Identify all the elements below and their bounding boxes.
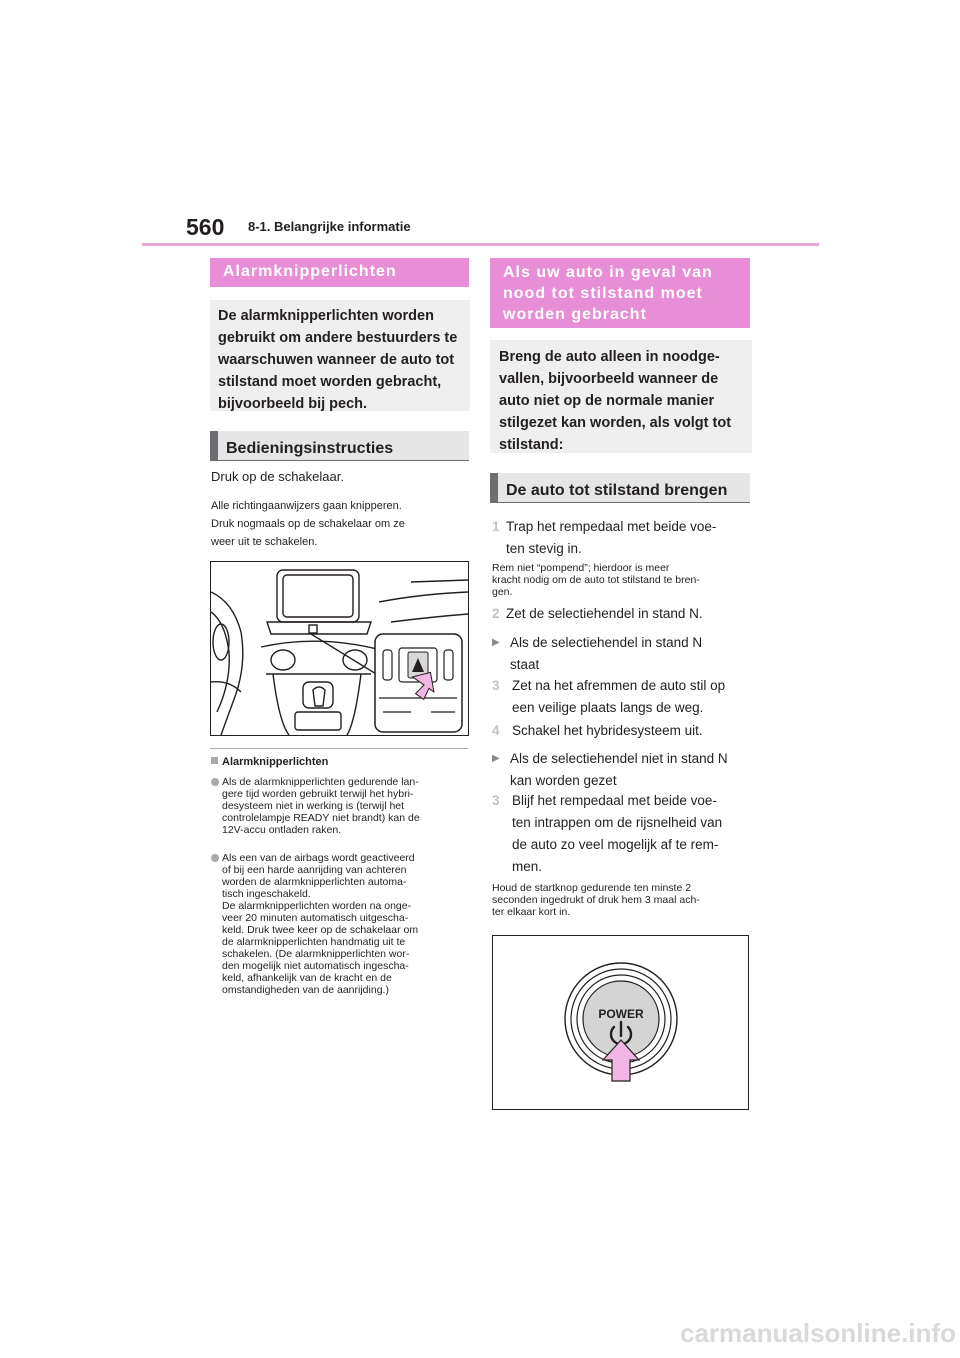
step-line: men. (512, 859, 543, 874)
bullet-line: Als de alarmknipperlichten gedurende lan- (222, 776, 419, 788)
notes-heading-text: Alarmknipperlichten (222, 756, 329, 768)
subheading-text: Bedieningsinstructies (226, 440, 394, 457)
section-title-noodstop (490, 258, 750, 328)
watermark: carmanualsonline.info (680, 1318, 956, 1348)
step-number: 4 (492, 723, 500, 738)
bullet-line: den mogelijk niet automatisch ingescha- (222, 960, 409, 972)
bullet-line: tisch ingeschakeld. (222, 888, 311, 900)
condition-2 (492, 748, 752, 792)
section-title-line: Als uw auto in geval van (503, 264, 713, 281)
bullet-line: worden de alarmknipperlichten automa- (222, 876, 407, 888)
condition-line: Als de selectiehendel niet in stand N (510, 751, 728, 766)
bullet-line: controlelampje READY niet brandt) kan de (222, 812, 420, 824)
note-line: Alle richtingaanwijzers gaan knipperen. (211, 500, 402, 512)
bullet-line: omstandigheden van de aanrijding.) (222, 984, 389, 996)
instruction-text: Druk op de schakelaar. (211, 469, 344, 484)
condition-1 (492, 632, 752, 676)
dashboard-illustration (210, 561, 469, 736)
triangle-bullet-icon: ▶ (492, 637, 500, 648)
header-rule (142, 243, 819, 246)
step-line: Blijf het rempedaal met beide voe- (512, 793, 717, 808)
note-bullet (211, 776, 467, 836)
step-3a (492, 675, 752, 719)
dashboard-drawing (211, 562, 468, 735)
instruction-notes (211, 497, 405, 551)
page-number: 560 (186, 214, 225, 240)
step-line: een veilige plaats langs de weg. (512, 700, 704, 715)
note-bullet (211, 852, 467, 996)
intro-box-left (210, 300, 470, 411)
square-bullet-icon (211, 757, 218, 764)
condition-line: kan worden gezet (510, 773, 617, 788)
step-number: 2 (492, 606, 500, 621)
step-line: ten intrappen om de rijsnelheid van (512, 815, 723, 830)
step-line: Zet na het afremmen de auto stil op (512, 678, 726, 693)
notes-divider (210, 748, 468, 749)
note-line: Rem niet “pompend”; hierdoor is meer (492, 562, 670, 574)
step-line: Trap het rempedaal met beide voe- (506, 519, 717, 534)
intro-box-right (490, 340, 752, 453)
step-2 (492, 603, 752, 625)
bullet-dot-icon (211, 854, 219, 862)
note-line: kracht nodig om de auto tot stilstand te bren- (492, 574, 700, 586)
step-line: ten stevig in. (506, 541, 582, 556)
chapter-title: 8-1. Belangrijke informatie (248, 219, 411, 234)
final-note (492, 882, 754, 918)
bullet-line: keld, afhankelijk van de kracht en de (222, 972, 392, 984)
bullet-line: gere tijd worden gebruikt terwijl het hybri- (222, 788, 414, 800)
note-line: weer uit te schakelen. (211, 536, 318, 548)
bullet-dot-icon (211, 778, 219, 786)
bullet-line: keld. Druk twee keer op de schakelaar om (222, 924, 419, 936)
subheading-bedieningsinstructies (210, 431, 469, 461)
bullet-line: schakelen. (De alarmknipperlichten wor- (222, 948, 410, 960)
power-button-illustration (492, 935, 749, 1110)
note-line: seconden ingedrukt of druk hem 3 maal ach- (492, 894, 700, 906)
subheading-stilstand-brengen (490, 473, 750, 503)
power-label: POWER (598, 1007, 644, 1021)
intro-text-right: Breng de auto alleen in noodge- vallen, bijvoorbeeld wanneer de auto niet op de normale manier stilgezet kan worden, als volgt tot stilstand: (499, 349, 732, 453)
bullet-line: veer 20 minuten automatisch uitgescha- (222, 912, 409, 924)
section-title-line: nood tot stilstand moet (503, 285, 703, 302)
step-line: Schakel het hybridesysteem uit. (512, 723, 703, 738)
note-line: gen. (492, 586, 513, 598)
step-1 (492, 516, 752, 560)
step-number: 1 (492, 519, 500, 534)
section-title-line: worden gebracht (503, 306, 647, 323)
note-line: ter elkaar kort in. (492, 906, 571, 918)
step-number: 3 (492, 793, 500, 808)
bullet-line: 12V-accu ontladen raken. (222, 824, 342, 836)
bullet-line: Als een van de airbags wordt geactiveerd (222, 852, 415, 864)
power-button-drawing (493, 936, 748, 1109)
condition-line: staat (510, 657, 540, 672)
notes-heading (211, 756, 328, 768)
step-3b (492, 790, 752, 878)
step-4 (492, 720, 752, 742)
condition-line: Als de selectiehendel in stand N (510, 635, 703, 650)
step-number: 3 (492, 678, 500, 693)
section-title-alarmknipperlichten (210, 258, 469, 287)
step-line: de auto zo veel mogelijk af te rem- (512, 837, 719, 852)
triangle-bullet-icon: ▶ (492, 753, 500, 764)
bullet-line: De alarmknipperlichten worden na onge- (222, 900, 412, 912)
intro-text-left: De alarmknipperlichten worden gebruikt om andere bestuurders te waarschuwen wanneer de auto tot stilstand moet worden gebracht, bijvoorbeeld bij pech. (218, 308, 458, 412)
note-line: Druk nogmaals op de schakelaar om ze (211, 518, 405, 530)
note-line: Houd de startknop gedurende ten minste 2 (492, 882, 692, 894)
bullet-line: desysteem niet in werking is (terwijl het (222, 800, 405, 812)
step-line: Zet de selectiehendel in stand N. (506, 606, 703, 621)
subheading-text: De auto tot stilstand brengen (506, 482, 728, 499)
bullet-line: of bij een harde aanrijding van achteren (222, 864, 407, 876)
section-title-text: Alarmknipperlichten (223, 263, 397, 280)
step-1-note (492, 562, 754, 598)
bullet-line: de alarmknipperlichten handmatig uit te (222, 936, 406, 948)
